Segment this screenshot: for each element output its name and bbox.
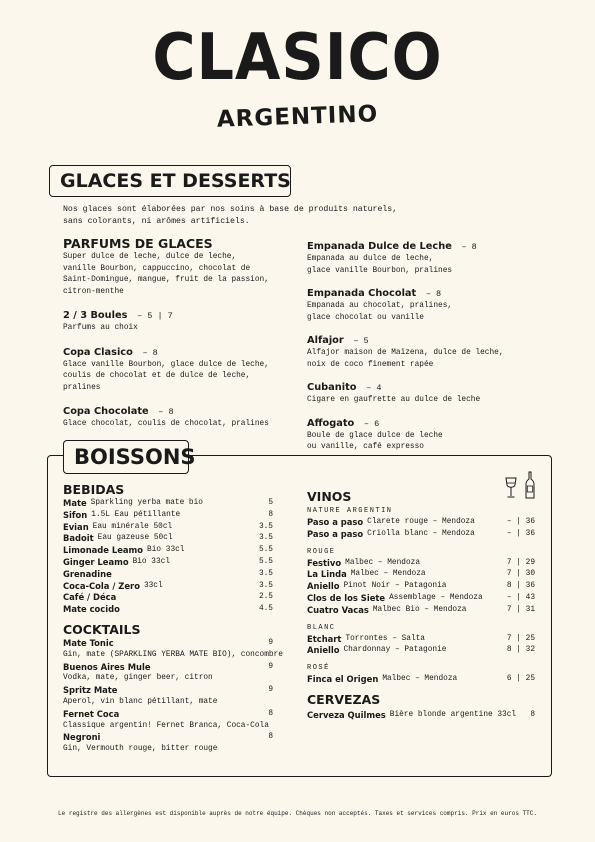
- dessert-item: [307, 330, 547, 371]
- desc-line: Parfums au choix: [63, 324, 138, 332]
- drink-price: 5.5: [258, 557, 273, 566]
- dessert-name: 2 / 3 Boules: [63, 310, 128, 321]
- drink-row: [63, 545, 273, 557]
- cocktail-name: Mate Tonic: [63, 637, 114, 648]
- wine-name: Festivo: [307, 557, 342, 568]
- cocktail-price: 9: [268, 638, 273, 647]
- desc-line: pralines: [63, 383, 101, 392]
- boissons-right-column: [307, 482, 535, 722]
- drink-name: Mate cocido: [63, 604, 120, 615]
- dessert-price: – 8: [142, 347, 158, 358]
- glaces-intro: [63, 204, 543, 228]
- dessert-item: [307, 283, 547, 324]
- drink-name: Ginger Leamo: [63, 556, 129, 567]
- cocktail-price: 8: [268, 733, 273, 742]
- dessert-price: – 8: [425, 289, 442, 299]
- wine-desc: Torrontes – Salta: [345, 634, 425, 643]
- cocktail-name: Fernet Coca: [63, 708, 120, 719]
- wine-price: 8 | 36: [506, 582, 535, 591]
- beer-price: 8: [530, 710, 535, 719]
- drink-row: [63, 557, 273, 569]
- cocktail-desc: Vodka, mate, ginger beer, citron: [63, 674, 213, 683]
- cocktail-item: [63, 662, 273, 686]
- parfums-desc: [63, 252, 303, 298]
- dessert-name: Cubanito: [307, 382, 357, 393]
- bebidas-title: BEBIDAS: [63, 482, 125, 497]
- dessert-name: Copa Clasico: [63, 346, 133, 358]
- drink-name: Sifon: [63, 509, 88, 520]
- drink-name: Badoit: [63, 533, 94, 544]
- section-title-boissons: BOISSONS: [63, 440, 189, 474]
- wine-category: BLANC: [307, 623, 336, 632]
- dessert-name: Empanada Chocolat: [307, 288, 417, 299]
- cervezas-title: CERVEZAS: [307, 691, 381, 707]
- desc-line: citron-menthe: [63, 287, 124, 296]
- dessert-price: – 6: [363, 418, 380, 429]
- cocktail-name: Buenos Aires Mule: [63, 661, 151, 672]
- drink-row: [63, 569, 273, 581]
- wine-price: – | 43: [506, 593, 535, 602]
- wine-name: Paso a paso: [307, 528, 364, 539]
- cocktail-desc: Aperol, vin blanc pétillant, mate: [63, 697, 218, 706]
- cocktail-item: [63, 732, 273, 756]
- dessert-item: [63, 401, 303, 431]
- wine-row: [307, 581, 535, 593]
- wine-bottle-icon: [525, 471, 535, 504]
- intro-line: sans colorants, ni arômes artificiels.: [63, 217, 250, 226]
- drink-desc: Bio 33cl: [147, 546, 185, 555]
- dessert-name: Empanada Dulce de Leche: [307, 241, 452, 252]
- cocktail-price: 9: [268, 686, 273, 695]
- desc-line: Empanada au dulce de leche,: [307, 255, 434, 263]
- drink-name: Mate: [63, 498, 87, 508]
- wine-price: 7 | 30: [506, 570, 535, 579]
- wine-name: Etchart: [307, 633, 342, 644]
- brand-subtitle: ARGENTINO: [216, 101, 379, 133]
- wine-row: [307, 634, 535, 646]
- dessert-name: Copa Chocolate: [63, 406, 149, 417]
- desc-line: vanille Bourbon, cappuccino, chocolat de: [63, 264, 251, 273]
- drink-price: 2.5: [258, 593, 273, 602]
- dessert-item: [307, 413, 547, 454]
- section-title-glaces: GLACES ET DESSERTS: [49, 165, 291, 197]
- drink-price: 8: [268, 510, 273, 519]
- cocktail-desc: Gin, mate (SPARKLING YERBA MATE BIO), concombre: [63, 650, 283, 659]
- drink-desc: Eau minérale 50cl: [92, 522, 173, 531]
- drink-price: 3.5: [258, 569, 273, 578]
- drink-price: 3.5: [258, 522, 273, 531]
- drink-desc: Eau gazeuse 50cl: [97, 534, 173, 543]
- wine-row: [307, 517, 535, 529]
- desc-line: glace chocolat ou vanille: [307, 313, 424, 322]
- wine-desc: Pinot Noir – Patagonia: [343, 582, 447, 591]
- wine-desc: Criolla blanc – Mendoza: [367, 529, 475, 538]
- drink-price: 5.5: [258, 546, 273, 555]
- wine-name: Cuatro Vacas: [307, 604, 369, 615]
- wine-price: 7 | 25: [506, 634, 535, 643]
- bebidas-list: [63, 498, 273, 616]
- drink-name: Evian: [63, 521, 89, 532]
- dessert-name: Alfajor: [307, 335, 344, 346]
- cocktail-price: 8: [268, 709, 273, 718]
- beer-row: [307, 710, 535, 722]
- beer-name: Cerveza Quilmes: [307, 709, 386, 720]
- drink-desc: Bio 33cl: [132, 557, 171, 566]
- desc-line: glace vanille Bourbon, pralines: [307, 266, 453, 275]
- desc-line: Saint-Domingue, mangue, fruit de la passion,: [63, 276, 269, 284]
- wine-price: 8 | 32: [506, 646, 535, 655]
- wine-price: 7 | 31: [506, 605, 535, 614]
- desc-line: Super dulce de leche, dulce de leche,: [63, 253, 237, 261]
- dessert-item: [307, 236, 547, 277]
- drink-row: [63, 581, 273, 593]
- wine-price: – | 36: [506, 529, 535, 538]
- cocktail-item: [63, 709, 273, 733]
- drink-price: 4.5: [258, 605, 273, 614]
- desc-line: coulis de chocolat et de dulce de leche,: [63, 372, 251, 380]
- dessert-name: Affogato: [307, 417, 355, 429]
- drink-desc: 33cl: [143, 581, 163, 590]
- drink-name: Limonade Leamo: [63, 545, 144, 556]
- wine-row: [307, 569, 535, 581]
- wine-glass-icon: [505, 477, 517, 504]
- drink-row: [63, 604, 273, 616]
- cocktail-name: Spritz Mate: [63, 685, 118, 696]
- wine-price: – | 36: [506, 518, 535, 526]
- desc-line: Boule de glace dulce de leche: [307, 431, 443, 440]
- wine-row: [307, 645, 535, 657]
- drink-name: Coca-Cola / Zero: [63, 580, 140, 591]
- dessert-item: [63, 305, 303, 335]
- wine-price: 7 | 29: [506, 558, 535, 567]
- cocktails-title: COCKTAILS: [63, 621, 141, 637]
- wine-category: ROUGE: [307, 547, 336, 556]
- wine-price: 6 | 25: [506, 675, 535, 684]
- wine-category: NATURE ARGENTIN: [307, 507, 393, 515]
- wine-row: [307, 674, 535, 686]
- dessert-price: – 5: [353, 336, 369, 346]
- footer-note: Le registre des allergènes est disponible auprès de notre équipe. Chèques non acceptés. Taxes et services compris. Prix en euros TTC.: [58, 810, 537, 817]
- cocktail-item: [63, 637, 283, 662]
- desc-line: noix de coco finement rapée: [307, 360, 434, 369]
- dessert-item: [63, 342, 303, 395]
- wine-desc: Malbec – Mendoza: [350, 570, 426, 579]
- wine-desc: Malbec – Mendoza: [345, 558, 421, 567]
- cocktail-desc: Gin, Vermouth rouge, bitter rouge: [63, 745, 218, 754]
- wine-name: Aniello: [307, 645, 340, 656]
- glaces-right-column: [307, 236, 547, 454]
- wine-row: [307, 529, 535, 541]
- wine-desc: Assemblage – Mendoza: [389, 593, 483, 602]
- drink-price: 5: [268, 499, 273, 507]
- dessert-price: – 5 | 7: [137, 311, 173, 321]
- drink-row: [63, 522, 273, 534]
- drink-desc: Sparkling yerba mate bio: [90, 499, 203, 507]
- cocktail-desc: Classique argentin! Fernet Branca, Coca-Cola: [63, 721, 269, 730]
- drink-name: Grenadine: [63, 568, 112, 579]
- wine-name: Finca el Origen: [307, 674, 379, 685]
- intro-line: Nos glaces sont élaborées par nos soins à base de produits naturels,: [63, 205, 398, 214]
- wine-name: Paso a paso: [307, 517, 364, 527]
- beer-desc: Bière blonde argentine 33cl: [389, 710, 517, 719]
- wine-row: [307, 605, 535, 617]
- parfums-title: PARFUMS DE GLACES: [63, 236, 213, 251]
- brand-title: CLASICO: [152, 21, 443, 95]
- drink-name: Café / Déca: [63, 592, 117, 603]
- cocktail-name: Negroni: [63, 732, 101, 743]
- glaces-left-column: [63, 236, 303, 431]
- desc-line: Alfajor maison de Maïzena, dulce de leche,: [307, 349, 504, 357]
- wine-row: [307, 593, 535, 605]
- drink-desc: 1.5L Eau pétillante: [91, 510, 181, 519]
- drink-row: [63, 533, 273, 545]
- drink-price: 3.5: [258, 534, 273, 543]
- wine-desc: Clarete rouge – Mendoza: [367, 518, 475, 526]
- drink-price: 3.5: [258, 581, 273, 590]
- wine-name: Clos de los Siete: [307, 592, 386, 603]
- cocktail-item: [63, 685, 273, 709]
- desc-line: ou vanille, café expresso: [307, 443, 424, 451]
- wine-desc: Malbec Bio – Mendoza: [372, 605, 467, 614]
- desc-line: Cigare en gaufrette au dulce de leche: [307, 396, 481, 404]
- dessert-item: [307, 377, 547, 407]
- wine-category: ROSÉ: [307, 664, 330, 673]
- drink-row: [63, 510, 273, 522]
- wine-desc: Chardonnay – Patagonie: [343, 646, 447, 655]
- drink-row: [63, 592, 273, 604]
- vinos-title: VINOS: [307, 489, 352, 504]
- wine-name: La Linda: [307, 569, 347, 580]
- desc-line: Glace vanille Bourbon, glace dulce de leche,: [63, 360, 269, 369]
- dessert-price: – 8: [461, 242, 477, 252]
- dessert-price: – 8: [158, 407, 174, 417]
- dessert-price: – 4: [366, 383, 382, 393]
- desc-line: Glace chocolat, coulis de chocolat, pralines: [63, 420, 269, 428]
- boissons-left-column: [63, 482, 283, 756]
- wine-desc: Malbec – Mendoza: [382, 675, 458, 684]
- wine-name: Aniello: [307, 581, 340, 592]
- wine-row: [307, 558, 535, 570]
- drink-row: [63, 498, 273, 510]
- cocktail-price: 9: [268, 662, 273, 671]
- cocktails-list: [63, 637, 283, 756]
- desc-line: Empanada au chocolat, pralines,: [307, 302, 453, 310]
